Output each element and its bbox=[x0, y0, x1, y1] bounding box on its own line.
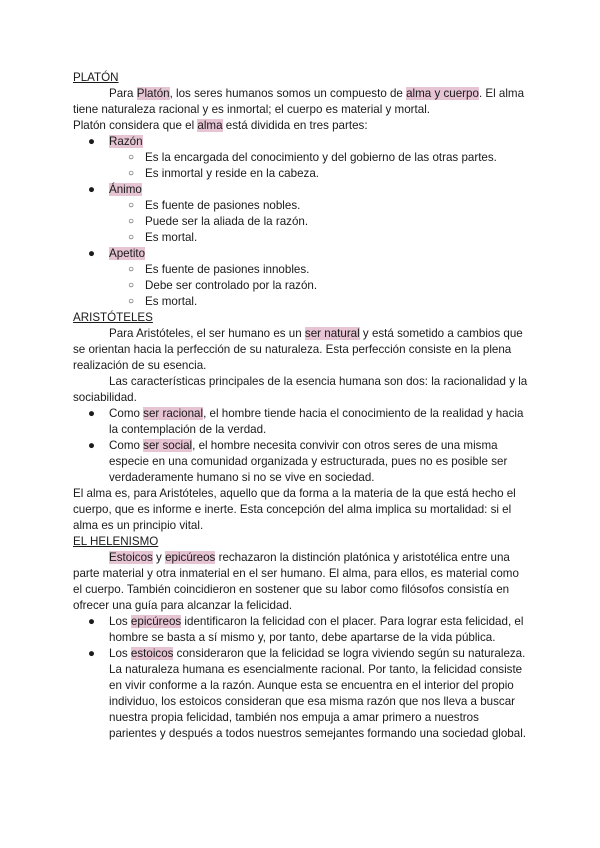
aristoteles-list bbox=[73, 406, 528, 486]
text: Para bbox=[109, 87, 137, 100]
circle-bullet-icon: ○ bbox=[128, 152, 135, 163]
list-item bbox=[73, 182, 528, 198]
circle-bullet-icon: ○ bbox=[128, 296, 135, 307]
highlight: alma bbox=[197, 119, 223, 132]
list-item bbox=[73, 198, 528, 214]
bullet-icon: ● bbox=[88, 407, 96, 420]
highlight: epicúreos bbox=[130, 615, 182, 628]
aristoteles-paragraph-2: Las características principales de la esencia humana son dos: la racionalidad y la sociabilidad. bbox=[73, 375, 528, 404]
text: y bbox=[152, 551, 166, 564]
highlight: Platón bbox=[136, 87, 170, 100]
text: Como bbox=[109, 407, 144, 420]
text: , el hombre necesita convivir con otros seres de una misma especie en una comunidad organizada y estructurada, pues no es posible ser verdaderamente humano si no se vive en sociedad. bbox=[109, 439, 508, 484]
circle-bullet-icon: ○ bbox=[128, 280, 135, 291]
circle-bullet-icon: ○ bbox=[128, 168, 135, 179]
text: , el hombre tiende hacia el conocimiento de la realidad y hacia la contemplación de la verdad. bbox=[109, 407, 524, 436]
text: Es fuente de pasiones nobles. bbox=[145, 199, 301, 212]
list-item bbox=[73, 166, 528, 182]
highlight: ser racional bbox=[143, 407, 204, 420]
circle-bullet-icon: ○ bbox=[128, 232, 135, 243]
aristoteles-paragraph-3: El alma es, para Aristóteles, aquello que da forma a la materia de la que está hecho el cuerpo, que es informe e inerte. Esta concepción del alma implica su mortalidad: si el alma es un principio vital. bbox=[73, 487, 516, 532]
text: , los seres humanos somos un compuesto de bbox=[169, 87, 407, 100]
heading-platon: PLATÓN bbox=[73, 71, 119, 84]
list-item bbox=[73, 214, 528, 230]
list-item bbox=[73, 150, 528, 166]
text: Es inmortal y reside en la cabeza. bbox=[145, 167, 319, 180]
text: Los bbox=[109, 647, 131, 660]
list-item bbox=[73, 278, 528, 294]
list-item bbox=[73, 614, 528, 646]
highlight: epicúreos bbox=[165, 551, 216, 564]
circle-bullet-icon: ○ bbox=[128, 200, 135, 211]
text: Como bbox=[109, 439, 144, 452]
text: Es mortal. bbox=[145, 295, 198, 308]
highlight: ser social bbox=[143, 439, 193, 452]
text: Debe ser controlado por la razón. bbox=[145, 279, 318, 292]
bullet-icon: ● bbox=[88, 439, 96, 452]
text: Platón considera que el bbox=[73, 119, 198, 132]
text: . El alma tiene naturaleza racional y es inmortal; el cuerpo es material y mortal. bbox=[73, 87, 525, 116]
highlight: alma y cuerpo bbox=[406, 87, 479, 100]
list-item bbox=[73, 262, 528, 278]
highlight: estoicos bbox=[130, 647, 174, 660]
text: identificaron la felicidad con el placer. Para lograr esta felicidad, el hombre se basta a sí mismo y, por tanto, debe apartarse de la vida pública. bbox=[109, 615, 524, 644]
text: Los bbox=[109, 615, 131, 628]
text: Es mortal. bbox=[145, 231, 198, 244]
text: está dividida en tres partes: bbox=[222, 119, 368, 132]
highlight: Razón bbox=[109, 135, 143, 148]
text: Es la encargada del conocimiento y del gobierno de las otras partes. bbox=[145, 151, 497, 164]
bullet-icon: ● bbox=[88, 183, 96, 196]
highlight: Apetito bbox=[109, 247, 146, 260]
highlight: ser natural bbox=[304, 327, 360, 340]
circle-bullet-icon: ○ bbox=[128, 264, 135, 275]
highlight: Estoicos bbox=[109, 551, 153, 564]
text: rechazaron la distinción platónica y aristotélica entre una parte material y otra inmaterial en el ser humano. El alma, para ellos, es material como el cuerpo. También coincidieron en sostener que su labor como filósofos consistía en ofrecer una guía para alcanzar la felicidad. bbox=[73, 551, 519, 612]
helenismo-list bbox=[73, 614, 528, 742]
document-page bbox=[73, 70, 528, 742]
text: y está sometido a cambios que se orientan hacia la perfección de su naturaleza. Esta perfección consiste en la plena realización de su esencia. bbox=[73, 327, 523, 372]
list-item bbox=[73, 294, 528, 310]
platon-paragraph-2 bbox=[73, 118, 528, 134]
bullet-icon: ● bbox=[88, 615, 96, 628]
circle-bullet-icon: ○ bbox=[128, 216, 135, 227]
aristoteles-paragraph-1 bbox=[73, 326, 528, 374]
bullet-icon: ● bbox=[88, 247, 96, 260]
highlight: Ánimo bbox=[109, 183, 142, 196]
text: Para Aristóteles, el ser humano es un bbox=[109, 327, 305, 340]
heading-helenismo: EL HELENISMO bbox=[73, 535, 159, 548]
helenismo-paragraph-1 bbox=[73, 550, 528, 614]
list-item bbox=[73, 230, 528, 246]
text: Puede ser la aliada de la razón. bbox=[145, 215, 309, 228]
heading-aristoteles: ARISTÓTELES bbox=[73, 311, 153, 324]
list-item bbox=[73, 438, 528, 486]
platon-paragraph-1 bbox=[73, 86, 528, 118]
text: consideraron que la felicidad se logra viviendo según su naturaleza. La naturaleza humana es esencialmente racional. Por tanto, la felicidad consiste en vivir conforme a la razón. Aunque esta se encuentra en el interior del propio individuo, los estoicos consideran que esa misma razón que nos lleva a buscar nuestra propia felicidad, también nos empuja a amar primero a nuestros parientes y después a todos nuestros semejantes formando una sociedad global. bbox=[109, 647, 526, 740]
list-item bbox=[73, 406, 528, 438]
list-item bbox=[73, 134, 528, 150]
text: Es fuente de pasiones innobles. bbox=[145, 263, 310, 276]
list-item bbox=[73, 646, 528, 742]
bullet-icon: ● bbox=[88, 647, 96, 660]
list-item bbox=[73, 246, 528, 262]
soul-parts-list bbox=[73, 134, 528, 310]
bullet-icon: ● bbox=[88, 135, 96, 148]
